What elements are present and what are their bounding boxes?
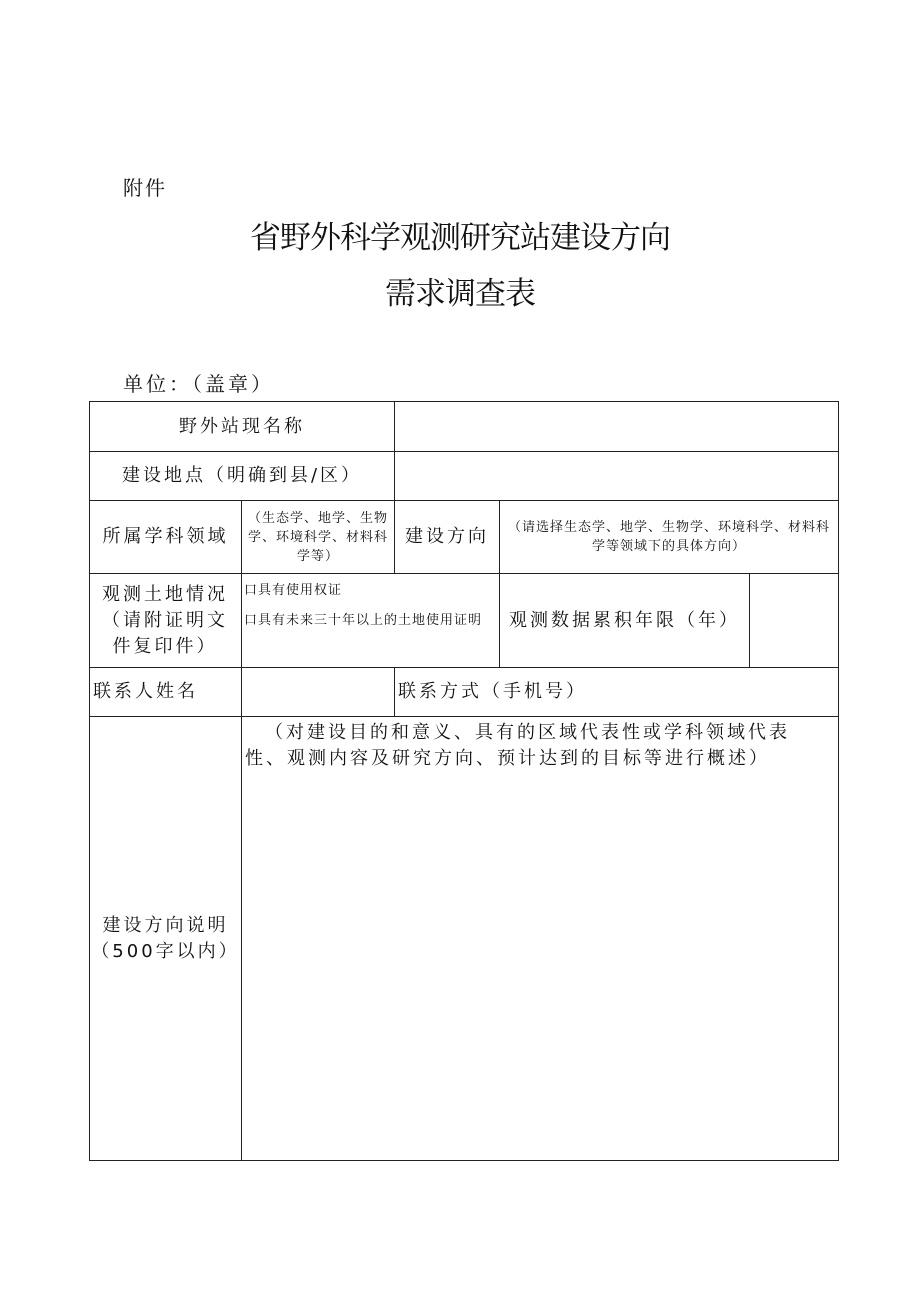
table-border-right xyxy=(838,401,839,1161)
station-name-label: 野外站现名称 xyxy=(179,415,305,437)
col-divider xyxy=(241,716,242,1161)
direction-label: 建设方向 xyxy=(405,526,489,547)
description-label: 建设方向说明（500字以内） xyxy=(91,914,240,962)
attachment-label: 附件 xyxy=(123,176,167,200)
table-border-bottom xyxy=(89,1160,839,1161)
data-years-label: 观测数据累积年限（年） xyxy=(509,609,740,631)
col-divider xyxy=(499,500,500,574)
contact-phone-label: 联系方式（手机号） xyxy=(398,681,587,702)
col-divider xyxy=(394,401,395,501)
discipline-label: 所属学科领域 xyxy=(102,526,229,547)
direction-field[interactable]: （请选择生态学、地学、生物学、环境科学、材料科学等领域下的具体方向） xyxy=(507,520,830,554)
land-option-30-years[interactable]: 口具有未来三十年以上的土地使用证明 xyxy=(244,613,483,628)
page-title: 省野外科学观测研究站建设方向 xyxy=(250,220,670,256)
col-divider xyxy=(241,573,242,668)
land-label: 观测土地情况（请附证明文件复印件） xyxy=(102,583,228,657)
location-field[interactable] xyxy=(400,452,836,500)
location-label: 建设地点（明确到县/区） xyxy=(121,465,363,486)
page-subtitle: 需求调查表 xyxy=(385,276,535,312)
station-name-field[interactable] xyxy=(400,402,836,451)
unit-stamp-label: 单位：（盖章） xyxy=(123,372,274,396)
contact-name-field[interactable] xyxy=(242,668,394,716)
col-divider xyxy=(394,667,395,717)
data-years-field[interactable] xyxy=(750,574,838,667)
contact-name-label: 联系人姓名 xyxy=(93,681,198,702)
description-field[interactable] xyxy=(245,790,835,1156)
col-divider xyxy=(241,500,242,574)
discipline-field[interactable]: （生态学、地学、生物学、环境科学、材料科学等） xyxy=(247,510,388,564)
land-option-certificate[interactable]: 口具有使用权证 xyxy=(244,583,343,598)
description-hint: （对建设目的和意义、具有的区域代表性或学科领域代表性、观测内容及研究方向、预计达到的目标等进行概述） xyxy=(245,722,790,769)
